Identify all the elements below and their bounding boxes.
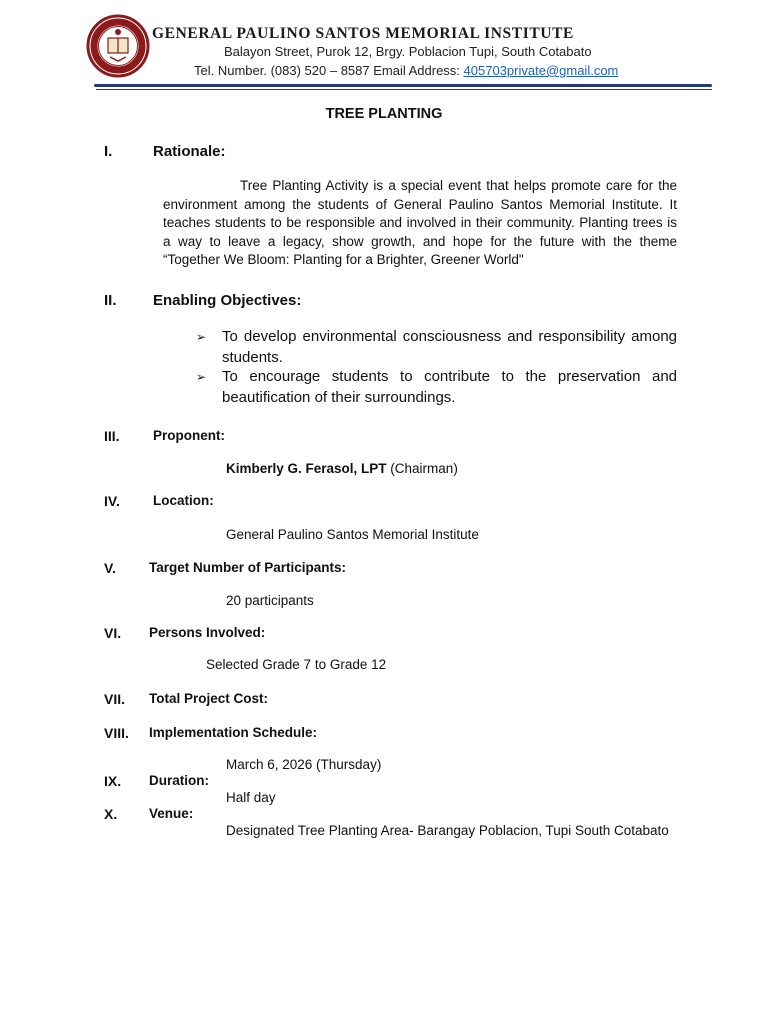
section-number-proponent: III. [104,428,120,444]
document-title: TREE PLANTING [325,106,443,122]
section-number-participants: V. [104,560,116,576]
participants-value: 20 participants [226,593,314,608]
arrowhead-bullet-icon: ➢ [196,370,207,384]
section-heading-participants: Target Number of Participants: [149,560,347,575]
section-number-venue: X. [104,806,118,822]
proponent-name: Kimberly G. Ferasol, LPT [226,461,387,476]
header-divider-thin [96,89,712,90]
section-heading-objectives: Enabling Objectives: [153,292,302,309]
contact-prefix: Tel. Number. (083) 520 – 8587 Email Address: [194,63,464,78]
section-heading-persons: Persons Involved: [149,625,266,640]
school-contact [194,63,618,78]
objective-item [196,327,677,368]
section-number-persons: VI. [104,625,122,641]
email-link[interactable]: 405703private@gmail.com [463,63,619,78]
duration-value: Half day [226,790,276,805]
section-number-objectives: II. [104,292,117,309]
section-heading-proponent: Proponent: [153,428,225,443]
proponent-role: (Chairman) [386,461,458,476]
section-heading-schedule: Implementation Schedule: [149,725,318,740]
section-number-location: IV. [104,493,120,509]
school-address: Balayon Street, Purok 12, Brgy. Poblacion Tupi, South Cotabato [224,44,592,59]
header-divider [94,84,712,87]
section-number-schedule: VIII. [104,725,129,741]
rationale-paragraph: Tree Planting Activity is a special event that helps promote care for the environment among the students of General Paulino Santos Memorial Institute. It teaches students to be responsible and involved in their community. Planting trees is a way to leave a legacy, show growth, and hope for the future with the theme “Together We Bloom: Planting for a Brighter, Greener World" [163,178,677,268]
section-heading-venue: Venue: [149,806,194,821]
objective-text: To encourage students to contribute to the preservation and beautification of their surroundings. [222,368,677,406]
objective-item [196,367,677,408]
section-number-rationale: I. [104,143,113,160]
objective-text: To develop environmental consciousness and responsibility among students. [222,328,677,366]
school-name: GENERAL PAULINO SANTOS MEMORIAL INSTITUTE [152,25,574,42]
location-value: General Paulino Santos Memorial Institute [226,527,479,542]
venue-value: Designated Tree Planting Area- Barangay Poblacion, Tupi South Cotabato [226,823,669,838]
section-heading-location: Location: [153,493,214,508]
section-heading-duration: Duration: [149,773,209,788]
schedule-value: March 6, 2026 (Thursday) [226,757,382,772]
section-number-duration: IX. [104,773,122,789]
persons-value: Selected Grade 7 to Grade 12 [206,657,387,672]
section-number-cost: VII. [104,691,126,707]
section-heading-rationale: Rationale: [153,143,226,160]
section-heading-cost: Total Project Cost: [149,691,269,706]
arrowhead-bullet-icon: ➢ [196,330,207,344]
proponent-value [226,461,458,476]
school-seal-icon [86,14,150,78]
